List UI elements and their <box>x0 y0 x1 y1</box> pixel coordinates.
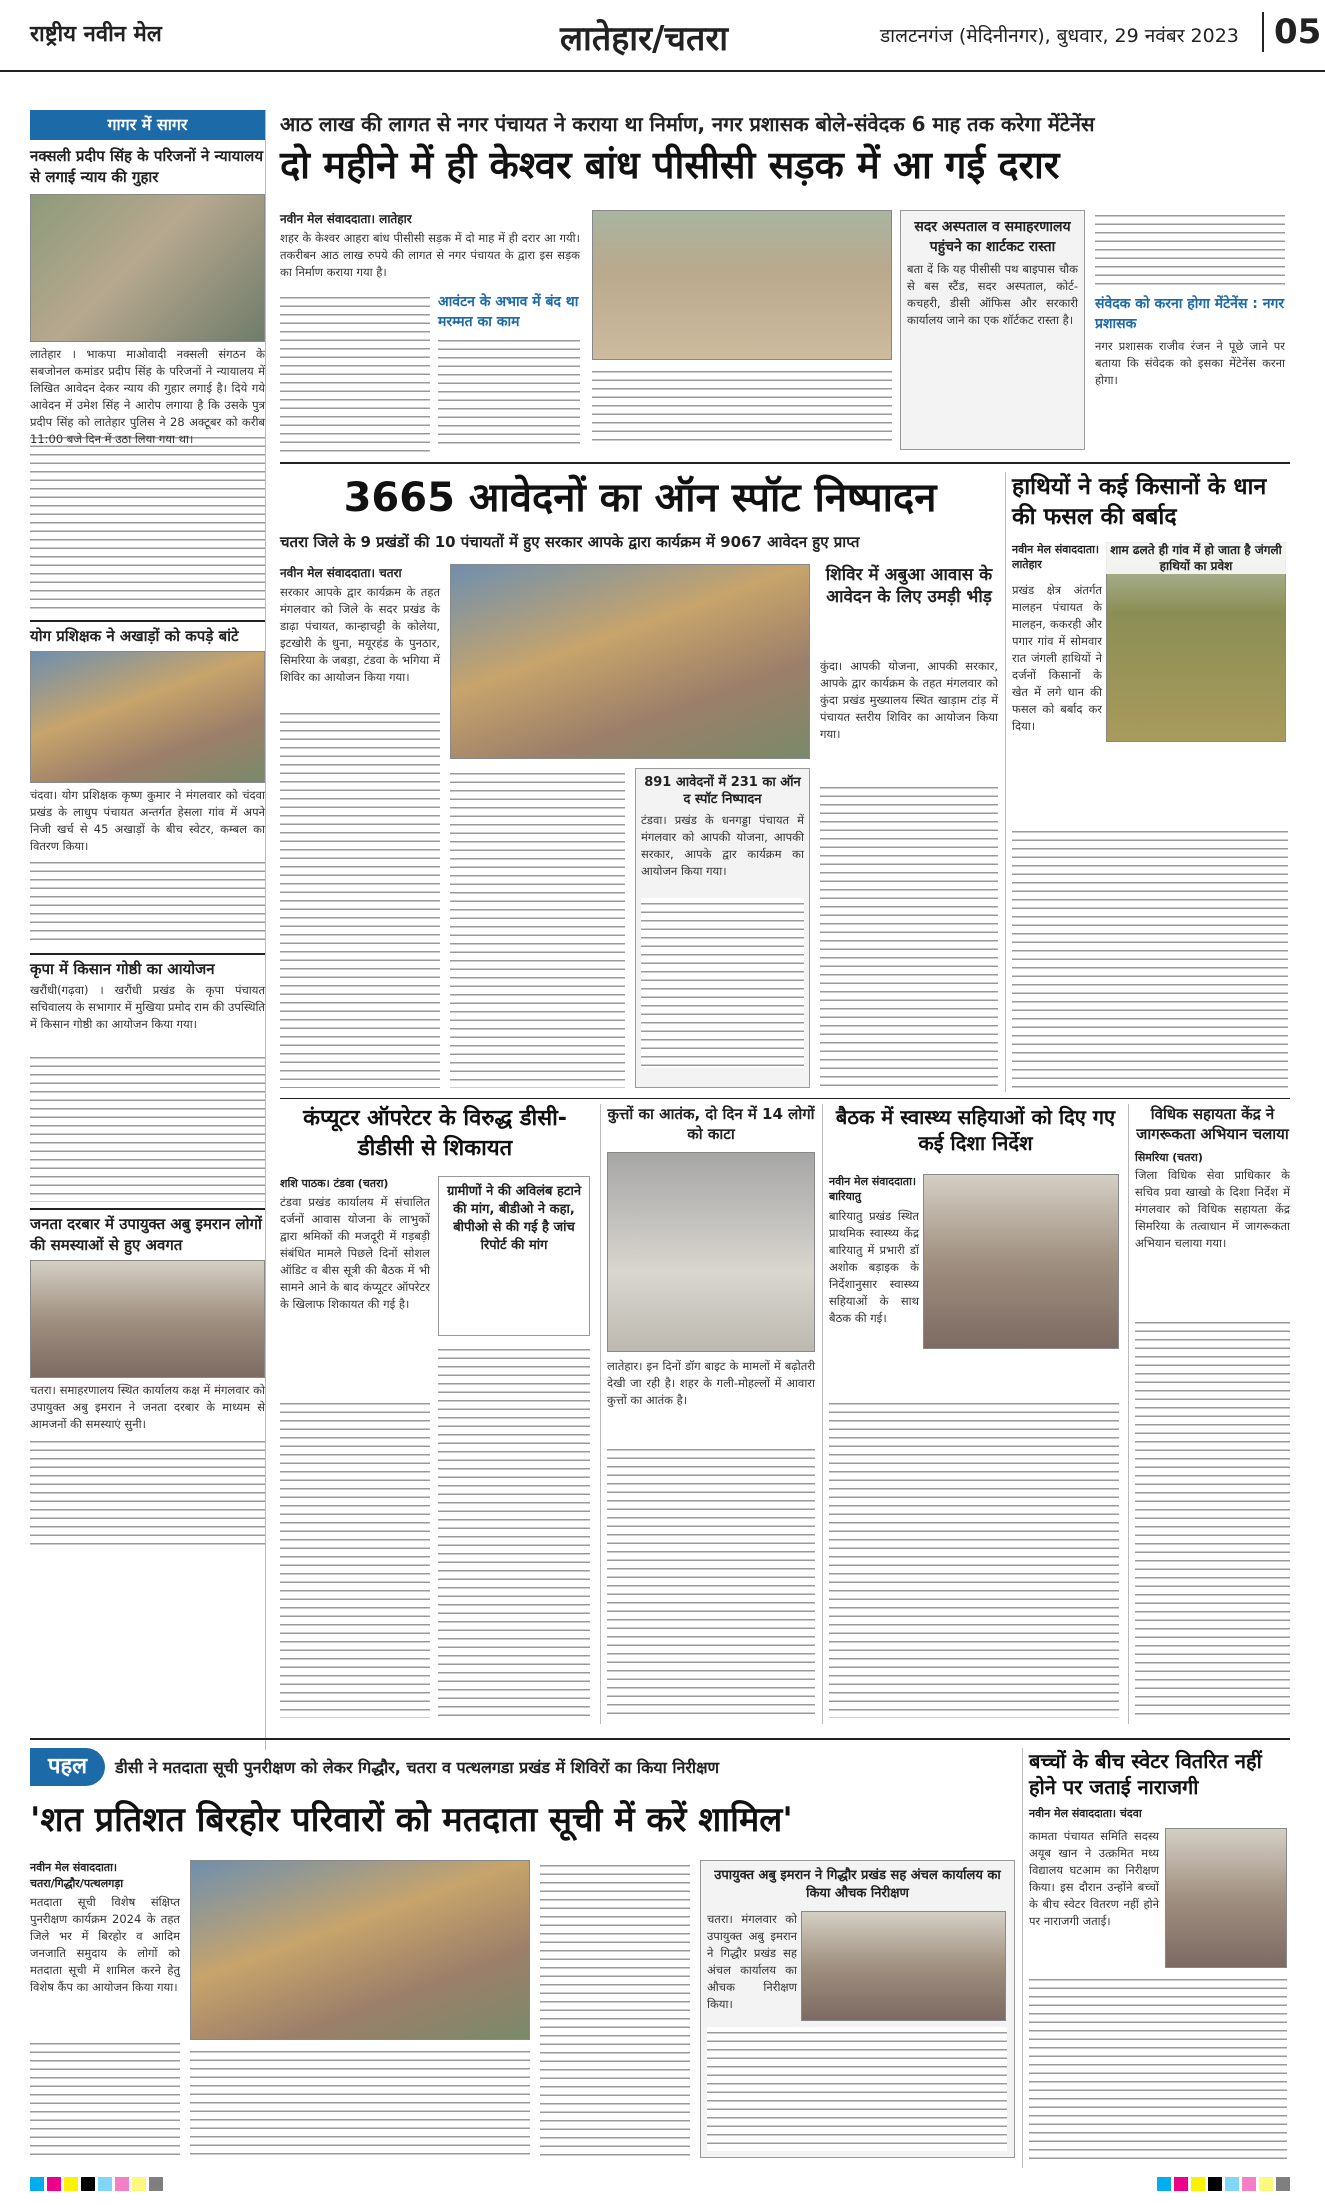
newspaper-brand: राष्ट्रीय नवीन मेल <box>30 22 162 47</box>
sidebar <box>30 110 266 1750</box>
sidebar-title: गागर में सागर <box>30 110 265 140</box>
lead-photo-caption <box>592 366 892 446</box>
sweater-byline: नवीन मेल संवाददाता। चंदवा <box>1029 1807 1142 1820</box>
health-more <box>829 1398 1119 1718</box>
lead-right-subhead: संवेदक को करना होगा मेंटेनेंस : नगर प्रशासक <box>1095 296 1285 332</box>
chatra-mini-box <box>635 768 810 1088</box>
lead-kicker: आठ लाख की लागत से नगर पंचायत ने कराया था निर्माण, नगर प्रशासक बोले-संवेदक 6 माह तक करेगा मेंटेनेंस <box>280 112 1095 136</box>
chatra-side-head: शिविर में अबुआ आवास के आवेदन के लिए उमड़ी भीड़ <box>825 565 993 607</box>
chatra-camp-photo <box>450 564 810 759</box>
lead-box-body: बता दें कि यह पीसीसी पथ बाइपास चौक से बस स्टैंड, सदर अस्पताल, कोर्ट-कचहरी, डीसी ऑफिस और सरकारी कार्यालय जाने का एक शॉर्टकट रास्ता है। <box>907 262 1078 327</box>
bottom-dateline: चतरा/गिद्धौर/पत्थलगड़ा <box>30 1877 124 1890</box>
sweater-more <box>1029 1974 1287 2160</box>
lead-story <box>280 110 1290 455</box>
chatra-side-body: कुंदा। आपकी योजना, आपकी सरकार, आपके द्वार कार्यक्रम के तहत मंगलवार को कुंदा प्रखंड मुख्यालय स्थित खाड़ाम टांड़ में पंचायत स्तरीय शिविर का आयोजन किया गया। <box>820 659 998 741</box>
divider <box>30 1738 1290 1740</box>
chatra-body-col2 <box>450 768 625 1088</box>
chatra-mini-head: 891 आवेदनों में 231 का ऑन द स्पॉट निष्पादन <box>644 775 801 807</box>
health-photo <box>923 1174 1119 1349</box>
lead-headline: दो महीने में ही केश्वर बांध पीसीसी सड़क में आ गई दरार <box>280 143 1060 187</box>
bottom-story <box>30 1748 1015 2168</box>
sidebar-story3-head: कृपा में किसान गोष्ठी का आयोजन <box>30 953 265 980</box>
masthead <box>0 0 1325 72</box>
operator-body: टंडवा प्रखंड कार्यालय में संचालित दर्जनों आवास योजना के लाभुकों द्वारा श्रमिकों की मजदूरी में गड़बड़ी संबंधित मामले पिछले दिनों सोशल ऑडिट व बीस सूत्री की बैठक में भी सामने आने के बाद कंप्यूटर ऑपरेटर के खिलाफ शिकायत की गई है। <box>280 1195 430 1311</box>
bottom-kicker-row <box>30 1748 1015 1786</box>
lead-box-head: सदर अस्पताल व समाहरणालय पहुंचने का शार्टकट रास्ता <box>914 219 1071 255</box>
legal-byline: सिमरिया (चतरा) <box>1135 1151 1203 1164</box>
sidebar-story2-body: चंदवा। योग प्रशिक्षक कृष्ण कुमार ने मंगलवार को चंदवा प्रखंड के लाधुप पंचायत अन्तर्गत हेसला गांव में अपने निजी खर्च से 45 अखाड़ों के बीच स्वेटर, कम्बल का वितरण किया। <box>30 788 265 853</box>
sidebar-story1-photo <box>30 194 265 342</box>
bottom-inset-body: चतरा। मंगलवार को उपायुक्त अबु इमरान ने गिद्धौर प्रखंड सह अंचल कार्यालय का औचक निरीक्षण किया। <box>707 1912 797 2011</box>
section-title: लातेहार/चतरा <box>560 19 729 59</box>
elephant-overlay: शाम ढलते ही गांव में हो जाता है जंगली हाथियों का प्रवेश <box>1106 542 1286 574</box>
dogs-more <box>607 1444 815 1714</box>
chatra-body-more <box>280 708 440 1088</box>
chatra-story <box>280 472 1000 1092</box>
dateline: डालटनगंज (मेदिनीनगर), बुधवार, 29 नवंबर 2023 <box>880 25 1239 47</box>
operator-more <box>280 1398 430 1718</box>
sweater-headline: बच्चों के बीच स्वेटर वितरित नहीं होने पर जताई नाराजगी <box>1029 1749 1262 1799</box>
divider <box>280 1098 1290 1099</box>
bottom-col3 <box>540 1860 690 2158</box>
bottom-kicker: डीसी ने मतदाता सूची पुनरीक्षण को लेकर गिद्धौर, चतरा व पत्थलगडा प्रखंड में शिविरों का किया निरीक्षण <box>115 1758 720 1777</box>
pahal-tag: पहल <box>30 1748 105 1786</box>
bottom-col2 <box>190 2046 530 2158</box>
operator-headline: कंप्यूटर ऑपरेटर के विरुद्ध डीसी-डीडीसी से शिकायत <box>303 1106 567 1161</box>
elephant-headline: हाथियों ने कई किसानों के धान की फसल की बर्बाद <box>1012 474 1267 530</box>
chatra-mini-body: टंडवा। प्रखंड के धनगड्डा पंचायत में मंगलवार को आपकी योजना, आपकी सरकार, आपके द्वार कार्यक्रम का आयोजन किया गया। <box>641 813 804 878</box>
sidebar-story3-more <box>30 1052 265 1202</box>
bottom-byline: नवीन मेल संवाददाता। <box>30 1861 118 1874</box>
sweater-photo <box>1165 1828 1287 1968</box>
lead-body-more <box>280 292 430 452</box>
lead-road-photo <box>592 210 892 360</box>
elephant-body: प्रखंड क्षेत्र अंतर्गत मालहन पंचायत के मालहन, ककरही और पगार गांव में सोमवार रात जंगली हाथियों ने दर्जनों किसानों के खेत में लगे धान की फसल को बर्बाद कर दिया। <box>1012 583 1102 733</box>
sidebar-story2-more <box>30 857 265 947</box>
elephant-story <box>1005 472 1290 1092</box>
operator-pull-text: ग्रामीणों ने की अविलंब हटाने की मांग, बीडीओ ने कहा, बीपीओ से की गई है जांच रिपोर्ट की मांग <box>446 1184 582 1253</box>
divider <box>280 462 1290 464</box>
bottom-more <box>30 2038 180 2158</box>
lead-shortcut-box <box>900 210 1085 450</box>
bottom-camp-photo <box>190 1860 530 2040</box>
bottom-headline: 'शत प्रतिशत बिरहोर परिवारों को मतदाता सूची में करें शामिल' <box>30 1800 793 1840</box>
chatra-deck: चतरा जिले के 9 प्रखंडों की 10 पंचायतों में हुए सरकार आपके द्वारा कार्यक्रम में 9067 आवेदन हुए प्राप्त <box>280 533 860 551</box>
operator-pull-quote <box>438 1176 590 1336</box>
chatra-byline: नवीन मेल संवाददाता। चतरा <box>280 566 402 580</box>
sidebar-story3-body: खरौंधी(गढ़वा) । खरौंधी प्रखंड के कृपा पंचायत सचिवालय के सभागार में मुखिया प्रमोद राम की उपस्थिति में किसान गोष्ठी का आयोजन किया गया। <box>30 983 265 1031</box>
health-headline: बैठक में स्वास्थ्य सहियाओं को दिए गए कई दिशा निर्देश <box>835 1105 1116 1155</box>
operator-story <box>280 1104 590 1724</box>
color-swatches-left <box>30 2177 163 2191</box>
chatra-body: सरकार आपके द्वार कार्यक्रम के तहत मंगलवार को जिले के सदर प्रखंड के डाढ़ा पंचायत, कान्हाचट्टी के कोलेया, इटखोरी के धुना, मयूरहंड के पुनठार, सिमरिया के जबड़ा, टंडवा के भगिया में शिविर का आयोजन किया गया। <box>280 585 440 684</box>
print-color-bar <box>30 2176 1290 2192</box>
sweater-body: कामता पंचायत समिति सदस्य अयूब खान ने उत्क्रमित मध्य विद्यालय घटआम का निरीक्षण किया। इस दौरान उन्होंने बच्चों के बीच स्वेटर वितरण नहीं होने पर नाराजगी जताई। <box>1029 1829 1159 1928</box>
health-byline: नवीन मेल संवाददाता। बारियातु <box>829 1175 917 1203</box>
sidebar-story2-photo <box>30 651 265 783</box>
legal-headline: विधिक सहायता केंद्र ने जागरूकता अभियान चलाया <box>1136 1105 1289 1143</box>
lead-body: शहर के केश्वर आहरा बांध पीसीसी सड़क में दो माह में ही दरार आ गयी। तकरीबन आठ लाख रुपये की लागत से नगर पंचायत के द्वारा इस सड़क का निर्माण कराया गया है। <box>280 231 580 279</box>
lead-right-body: नगर प्रशासक राजीव रंजन ने पूछे जाने पर बताया कि संवेदक को इसका मेंटेनेंस करना होगा। <box>1095 339 1285 387</box>
sidebar-story4-more <box>30 1436 265 1546</box>
color-swatches-right <box>1157 2177 1290 2191</box>
sidebar-story4-body: चतरा। समाहरणालय स्थित कार्यालय कक्ष में मंगलवार को उपायुक्त अबु इमरान ने जनता दरबार के माध्यम से आमजनों की समस्याएं सुनी। <box>30 1383 265 1431</box>
sidebar-story1-head: नक्सली प्रदीप सिंह के परिजनों ने न्यायालय से लगाई न्याय की गुहार <box>30 147 264 186</box>
lead-subhead: आवंटन के अभाव में बंद था मरम्मत का काम <box>438 294 579 330</box>
lead-right-top <box>1095 210 1285 290</box>
operator-byline: शशि पाठक। टंडवा (चतरा) <box>280 1177 389 1190</box>
bottom-inset-more <box>707 2027 1007 2151</box>
dogs-story <box>600 1104 815 1724</box>
sidebar-story1-more <box>30 432 265 612</box>
lead-byline: नवीन मेल संवाददाता। लातेहार <box>280 212 412 226</box>
bottom-body: मतदाता सूची विशेष संक्षिप्त पुनरीक्षण कार्यक्रम 2024 के तहत जिले भर में बिरहोर व आदिम जनजाति समुदाय के लोगों को मतदाता सूची में शामिल करने हेतु विशेष कैंप का आयोजन किया गया। <box>30 1895 180 1994</box>
legal-body: जिला विधिक सेवा प्राधिकार के सचिव प्रवा खाखो के दिशा निर्देश में मंगलवार को विधिक सहायता केंद्र सिमरिया के तत्वाधान में जागरूकता अभियान चलाया गया। <box>1135 1168 1290 1250</box>
lead-subhead-body <box>438 335 580 450</box>
dogs-photo <box>607 1152 815 1352</box>
sidebar-story2-head: योग प्रशिक्षक ने अखाड़ों को कपड़े बांटे <box>30 620 265 647</box>
legal-story <box>1128 1104 1290 1724</box>
page-number: 05 <box>1262 12 1321 52</box>
bottom-inset-photo <box>801 1911 1006 2021</box>
legal-more <box>1135 1317 1290 1717</box>
sweater-story <box>1022 1748 1290 2168</box>
chatra-headline: 3665 आवेदनों का ऑन स्पॉट निष्पादन <box>343 475 937 521</box>
chatra-side-more <box>820 782 998 1088</box>
bottom-inset <box>700 1860 1015 2158</box>
health-body: बारियातु प्रखंड स्थित प्राथमिक स्वास्थ्य केंद्र बारियातु में प्रभारी डॉ अशोक बड़ाइक के निर्देशानुसार स्वास्थ्य सहियाओं के साथ बैठक की गई। <box>829 1209 919 1325</box>
dogs-body: लातेहार। इन दिनों डॉग बाइट के मामलों में बढ़ोतरी देखी जा रही है। शहर के गली-मोहल्लों में आवारा कुत्तों का आतंक है। <box>607 1359 815 1407</box>
operator-col2 <box>438 1344 590 1718</box>
elephant-byline: नवीन मेल संवाददाता। लातेहार <box>1012 543 1100 571</box>
sidebar-story4-photo <box>30 1260 265 1378</box>
bottom-inset-head: उपायुक्त अबु इमरान ने गिद्धौर प्रखंड सह अंचल कार्यालय का किया औचक निरीक्षण <box>714 1868 1001 1901</box>
chatra-mini-more <box>641 898 804 1068</box>
sidebar-story4-head: जनता दरबार में उपायुक्त अबु इमरान लोगों की समस्याओं से हुए अवगत <box>30 1208 265 1256</box>
elephant-more <box>1012 826 1288 1088</box>
dogs-headline: कुत्तों का आतंक, दो दिन में 14 लोगों को काटा <box>607 1105 815 1143</box>
health-story <box>822 1104 1122 1724</box>
sidebar-story1-body: लातेहार । भाकपा माओवादी नक्सली संगठन के सबजोनल कमांडर प्रदीप सिंह के परिजनों ने न्यायालय में लिखित आवेदन देकर न्याय की गुहार लगाई है। दिये गये आवेदन में उमेश सिंह ने आरोप लगाया है कि उसके पुत्र प्रदीप सिंह को लातेहार पुलिस ने 28 अक्टूबर को करीब 11:00 बजे दिन में उठा लिया गया था। <box>30 347 265 446</box>
